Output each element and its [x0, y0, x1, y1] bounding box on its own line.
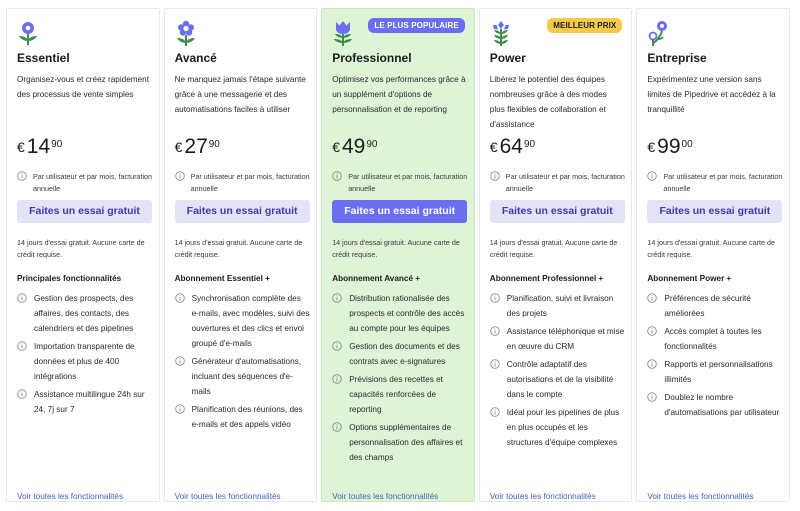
feature-item [490, 405, 626, 450]
trial-note: 14 jours d'essai gratuit. Aucune carte de crédit requise. [17, 238, 145, 259]
info-icon [647, 392, 657, 402]
info-icon [647, 293, 657, 303]
flower-lavender-icon [488, 19, 514, 47]
feature-item [647, 357, 783, 387]
best-price-badge: MEILLEUR PRIX [547, 18, 622, 33]
feature-item [332, 291, 468, 336]
see-all-features-link[interactable]: Voir toutes les fonctionnalités [174, 492, 281, 501]
billing-info [332, 171, 474, 195]
feature-text: Assistance téléphonique et mise en œuvre du CRM [506, 327, 625, 351]
pricing-plans [6, 8, 792, 502]
flower-tulip-icon [330, 19, 356, 47]
plan-name: Professionnel [332, 51, 412, 65]
feature-text: Doublez le nombre d'automatisations par utilisateur [664, 393, 780, 417]
price-cents: 00 [681, 139, 693, 150]
price-cents: 90 [523, 139, 536, 150]
plan-name: Entreprise [647, 51, 707, 65]
feature-item [490, 324, 626, 354]
price-amount: 64 [499, 135, 523, 158]
feature-list [647, 291, 783, 423]
price-amount: 99 [657, 135, 681, 158]
info-icon [490, 407, 500, 417]
plan-description: Expérimentez une version sans limites de Pipedrive et accédez à la tranquillité [647, 75, 776, 114]
plan-name: Power [489, 51, 526, 65]
feature-text: Générateur d'automatisations, incluant des séquences d'e-mails [191, 357, 302, 396]
info-icon [17, 171, 27, 181]
billing-text: Par utilisateur et par mois, facturation annuelle [663, 172, 783, 193]
billing-info [17, 171, 159, 195]
feature-item [175, 291, 311, 351]
info-icon [490, 359, 500, 369]
plan-price [647, 135, 692, 159]
billing-text: Par utilisateur et par mois, facturation annuelle [33, 172, 153, 193]
price-currency: € [174, 139, 183, 155]
feature-item [175, 354, 311, 399]
feature-text: Planification, suivi et livraison des projets [506, 294, 614, 318]
feature-text: Idéal pour les pipelines de plus en plus occupés et les structures d'équipe complexes [506, 408, 620, 447]
price-amount: 14 [26, 135, 51, 158]
price-currency: € [647, 139, 656, 155]
billing-text: Par utilisateur et par mois, facturation annuelle [348, 172, 468, 193]
price-currency: € [489, 139, 498, 155]
info-icon [175, 404, 185, 414]
flower-branch-icon [645, 19, 671, 47]
plan-price [332, 135, 377, 159]
info-icon [490, 171, 500, 181]
feature-item [647, 324, 783, 354]
price-amount: 49 [341, 135, 366, 158]
feature-text: Planification des réunions, des e-mails et des appels vidéo [191, 405, 303, 429]
plan-description: Libérez le potentiel des équipes nombreuses grâce à des modes plus flexibles de collaboration et d'assistance [489, 75, 607, 129]
plan-card-avance [164, 8, 318, 502]
plan-name: Essentiel [17, 51, 70, 65]
price-currency: € [332, 139, 340, 155]
trial-note: 14 jours d'essai gratuit. Aucune carte de crédit requise. [489, 238, 618, 259]
features-heading: Abonnement Essentiel + [174, 274, 270, 283]
feature-item [17, 291, 153, 336]
info-icon [332, 374, 342, 384]
price-cents: 90 [208, 139, 220, 150]
flower-sprout-icon [15, 19, 41, 47]
plan-price [490, 135, 535, 159]
feature-text: Accès complet à toutes les fonctionnalités [664, 327, 762, 351]
feature-item [175, 402, 311, 432]
trial-note: 14 jours d'essai gratuit. Aucune carte de crédit requise. [174, 238, 303, 259]
trial-button[interactable]: Faites un essai gratuit [332, 200, 467, 223]
info-icon [175, 171, 185, 181]
feature-text: Gestion des documents et des contrats avec e-signatures [349, 342, 460, 366]
plan-card-essentiel [6, 8, 160, 502]
info-icon [332, 293, 342, 303]
plan-description: Optimisez vos performances grâce à un supplément d'options de personnalisation et de reporting [332, 75, 466, 114]
billing-info [490, 171, 632, 195]
price-cents: 90 [366, 139, 378, 150]
billing-info [175, 171, 317, 195]
features-heading: Abonnement Avancé + [332, 274, 421, 283]
feature-item [332, 372, 468, 417]
feature-item [332, 339, 468, 369]
plan-price [17, 135, 62, 159]
plan-card-entreprise [636, 8, 790, 502]
plan-description: Ne manquez jamais l'étape suivante grâce à une messagerie et des automatisations faciles à utiliser [174, 75, 306, 114]
features-heading: Abonnement Power + [647, 274, 732, 283]
features-heading: Abonnement Professionnel + [489, 274, 604, 283]
billing-info [647, 171, 789, 195]
trial-button[interactable]: Faites un essai gratuit [490, 200, 625, 223]
info-icon [490, 293, 500, 303]
feature-item [490, 291, 626, 321]
feature-text: Options supplémentaires de personnalisation des affaires et des champs [349, 423, 463, 462]
feature-list [175, 291, 311, 435]
feature-text: Distribution rationalisée des prospects et contrôle des accès au compte pour les équipes [349, 294, 465, 333]
info-icon [647, 359, 657, 369]
see-all-features-link[interactable]: Voir toutes les fonctionnalités [332, 492, 439, 501]
info-icon [17, 341, 27, 351]
trial-button[interactable]: Faites un essai gratuit [175, 200, 310, 223]
info-icon [332, 341, 342, 351]
feature-item [17, 339, 153, 384]
plan-card-power [479, 8, 633, 502]
price-amount: 27 [184, 135, 208, 158]
info-icon [647, 171, 657, 181]
features-heading: Principales fonctionnalités [17, 274, 122, 283]
trial-note: 14 jours d'essai gratuit. Aucune carte de crédit requise. [332, 238, 460, 259]
feature-list [17, 291, 153, 420]
feature-text: Assistance multilingue 24h sur 24, 7j sur 7 [34, 390, 145, 414]
feature-text: Prévisions des recettes et capacités renforcées de reporting [349, 375, 443, 414]
price-currency: € [17, 139, 25, 155]
flower-leaves-icon [173, 19, 199, 47]
trial-button[interactable]: Faites un essai gratuit [647, 200, 782, 223]
feature-text: Importation transparente de données et plus de 400 intégrations [34, 342, 135, 381]
feature-list [332, 291, 468, 468]
feature-item [647, 390, 783, 420]
plan-price [175, 135, 220, 159]
feature-text: Gestion des prospects, des affaires, des contacts, des calendriers et des pipelines [34, 294, 134, 333]
feature-item [17, 387, 153, 417]
plan-card-professionnel [321, 8, 475, 502]
feature-text: Rapports et personnalisations illimités [664, 360, 773, 384]
plan-description: Organisez-vous et créez rapidement des processus de vente simples [17, 75, 149, 99]
billing-text: Par utilisateur et par mois, facturation annuelle [505, 172, 625, 193]
feature-item [332, 420, 468, 465]
feature-item [647, 291, 783, 321]
info-icon [490, 326, 500, 336]
popular-badge: LE PLUS POPULAIRE [368, 18, 464, 33]
trial-button[interactable]: Faites un essai gratuit [17, 200, 152, 223]
info-icon [175, 293, 185, 303]
see-all-features-link[interactable]: Voir toutes les fonctionnalités [489, 492, 596, 501]
feature-text: Préférences de sécurité améliorées [664, 294, 751, 318]
feature-item [490, 357, 626, 402]
info-icon [332, 422, 342, 432]
info-icon [332, 171, 342, 181]
see-all-features-link[interactable]: Voir toutes les fonctionnalités [647, 492, 754, 501]
feature-list [490, 291, 626, 453]
billing-text: Par utilisateur et par mois, facturation annuelle [190, 172, 310, 193]
see-all-features-link[interactable]: Voir toutes les fonctionnalités [17, 492, 124, 501]
feature-text: Synchronisation complète des e-mails, avec modèles, suivi des ouvertures et des clics et envoi groupé d'e-mails [191, 294, 310, 348]
feature-text: Contrôle adaptatif des autorisations et de la visibilité dans le compte [506, 360, 614, 399]
info-icon [17, 293, 27, 303]
info-icon [17, 389, 27, 399]
plan-name: Avancé [174, 51, 217, 65]
trial-note: 14 jours d'essai gratuit. Aucune carte de crédit requise. [647, 238, 776, 259]
info-icon [175, 356, 185, 366]
info-icon [647, 326, 657, 336]
price-cents: 90 [51, 139, 63, 150]
